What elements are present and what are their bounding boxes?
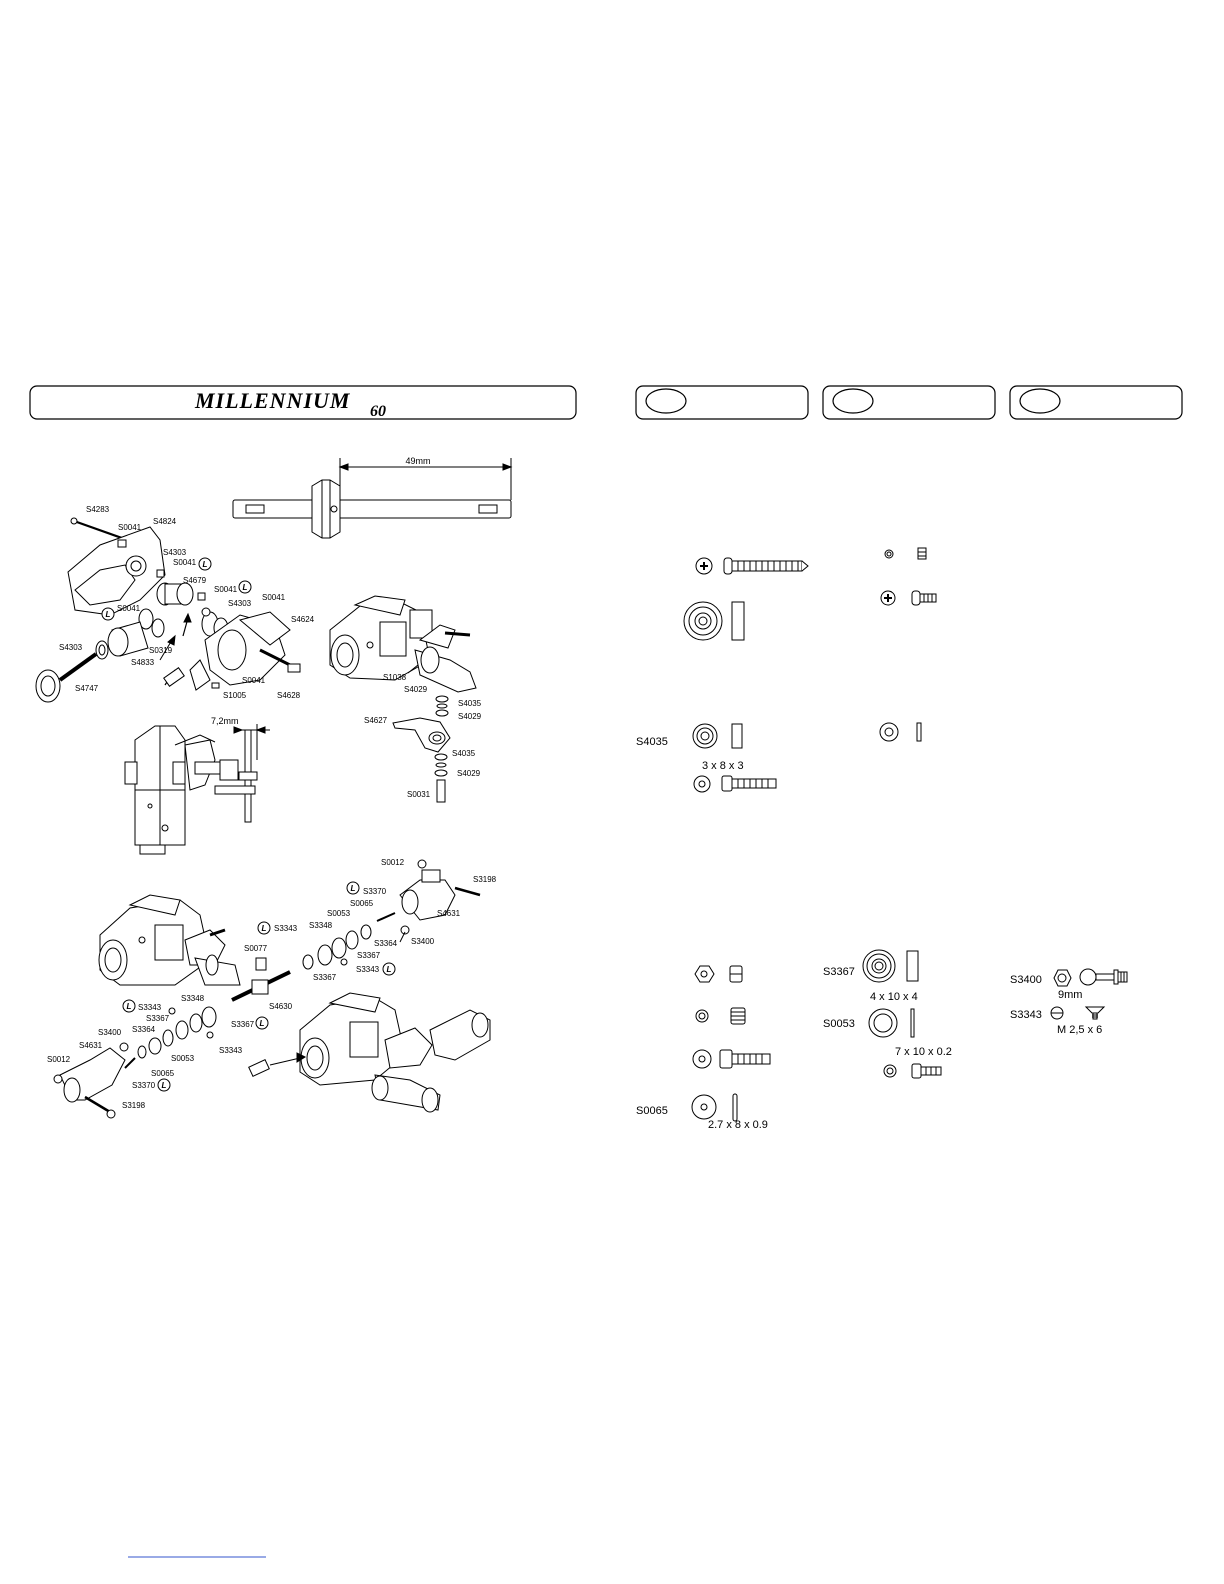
part-label-s0041-d: S0041 [117,604,141,613]
bearing-side-icon [732,602,744,640]
svg-text:L: L [126,1002,132,1011]
grub-screw-icon [918,548,926,559]
svg-text:L: L [259,1019,265,1028]
part-label-s0031: S0031 [407,790,431,799]
part-label-s3343-c: S3343 [138,1003,162,1012]
bearing-side-icon [907,951,918,981]
part-label-s1005: S1005 [223,691,247,700]
hardware-group-3 [692,966,770,1121]
s3367-size-label: 4 x 10 x 4 [870,991,918,1003]
part-label-s4283: S4283 [86,505,110,514]
s0053-size-label: 7 x 10 x 0.2 [895,1046,952,1058]
part-label-s4624: S4624 [291,615,315,624]
socket-screw-icon [912,1064,921,1078]
part-label-s3364-b: S3364 [132,1025,156,1034]
s3367-label: S3367 [823,966,855,978]
part-label-s0065-a: S0065 [350,899,374,908]
part-label-s4303-c: S4303 [59,643,83,652]
hardware-group-4 [863,950,941,1078]
language-tab-3[interactable] [1010,386,1182,419]
language-tab-1[interactable] [636,386,808,419]
s0065-size-label: 2.7 x 8 x 0.9 [708,1119,768,1131]
long-screw-icon [724,558,732,574]
thin-washer-side-icon [917,723,921,741]
socket-screw-icon [722,776,732,791]
part-label-s3367-b: S3367 [313,973,337,982]
svg-text:L: L [261,924,267,933]
svg-text:L: L [202,560,208,569]
part-label-s3343-b: S3343 [356,965,380,974]
part-label-s4747: S4747 [75,684,99,693]
hardware-group-1 [684,548,936,640]
svg-text:L: L [386,965,392,974]
part-label-s4029-a: S4029 [404,685,428,694]
part-label-s3367-c: S3367 [146,1014,170,1023]
part-label-s3198-b: S3198 [122,1101,146,1110]
part-label-s3348-a: S3348 [309,921,333,930]
part-label-s4824: S4824 [153,517,177,526]
svg-text:L: L [161,1081,167,1090]
part-label-s4303-b: S4303 [228,599,252,608]
part-label-s0053-b: S0053 [171,1054,195,1063]
s3400-size-label: 9mm [1058,989,1083,1001]
part-label-s4833: S4833 [131,658,155,667]
part-label-s4628: S4628 [277,691,301,700]
short-screw-icon [912,591,920,605]
s3343-size-label: M 2,5 x 6 [1057,1024,1103,1036]
part-label-s0041-a: S0041 [118,523,142,532]
part-label-s0012-a: S0012 [381,858,405,867]
part-label-s4630: S4630 [269,1002,293,1011]
part-label-s4029-b: S4029 [458,712,482,721]
svg-text:L: L [350,884,356,893]
part-label-s3400-a: S3400 [411,937,435,946]
part-label-s3370-b: S3370 [132,1081,156,1090]
part-label-s4303-a: S4303 [163,548,187,557]
part-label-s0041-e: S0041 [262,593,286,602]
part-label-s4029-c: S4029 [457,769,481,778]
part-label-s4631-a: S4631 [437,909,461,918]
part-label-s3367-d: S3367 [231,1020,255,1029]
language-tab-2[interactable] [823,386,995,419]
lever-assembly-drawing [393,696,450,802]
washer-side-icon [733,1094,737,1121]
side-view-dimension-label: 7,2mm [211,716,239,726]
part-label-s3348-b: S3348 [181,994,205,1003]
part-label-s4035-b: S4035 [452,749,476,758]
part-label-s3364-a: S3364 [374,939,398,948]
part-label-s0012-b: S0012 [47,1055,71,1064]
part-label-s4679: S4679 [183,576,207,585]
brand-logo-suffix: 60 [370,403,386,420]
part-label-s0077: S0077 [244,944,268,953]
part-label-s0041-c: S0041 [214,585,238,594]
large-washer-side-icon [911,1009,914,1037]
s3343-label: S3343 [1010,1009,1042,1021]
ball-link-icon [1080,969,1096,985]
part-label-s1038: S1038 [383,673,407,682]
bearing-size-label: 3 x 8 x 3 [702,760,744,772]
part-label-s3370-a: S3370 [363,887,387,896]
socket-screw-icon [720,1050,732,1068]
part-label-s0041-f: S0041 [242,676,266,685]
svg-text:L: L [242,583,248,592]
s4035-label: S4035 [636,736,668,748]
part-label-s4627: S4627 [364,716,388,725]
part-label-s3367-a: S3367 [357,951,381,960]
part-label-s4631-b: S4631 [79,1041,103,1050]
bearing-side-icon [732,724,742,748]
svg-text:L: L [105,610,111,619]
part-label-s3198-a: S3198 [473,875,497,884]
brand-logo: MILLENNIUM [195,388,351,413]
shaft-dimension-label: 49mm [405,456,431,466]
part-label-s0319: S0319 [149,646,173,655]
part-label-s0065-b: S0065 [151,1069,175,1078]
s3400-label: S3400 [1010,974,1042,986]
part-label-s3343-d: S3343 [219,1046,243,1055]
header-title-bar [30,386,576,420]
part-label-s0041-b: S0041 [173,558,197,567]
s0065-label: S0065 [636,1105,668,1117]
exploded-gearbox-drawing [36,518,300,702]
part-label-s3343-a: S3343 [274,924,298,933]
main-shaft-drawing [233,458,511,538]
countersunk-screw-icon [1086,1007,1104,1013]
hardware-group-2 [693,723,921,792]
gearbox-side-view-drawing [125,724,270,854]
part-label-s4035-a: S4035 [458,699,482,708]
s0053-label: S0053 [823,1018,855,1030]
part-label-s3400-b: S3400 [98,1028,122,1037]
part-label-s0053-a: S0053 [327,909,351,918]
